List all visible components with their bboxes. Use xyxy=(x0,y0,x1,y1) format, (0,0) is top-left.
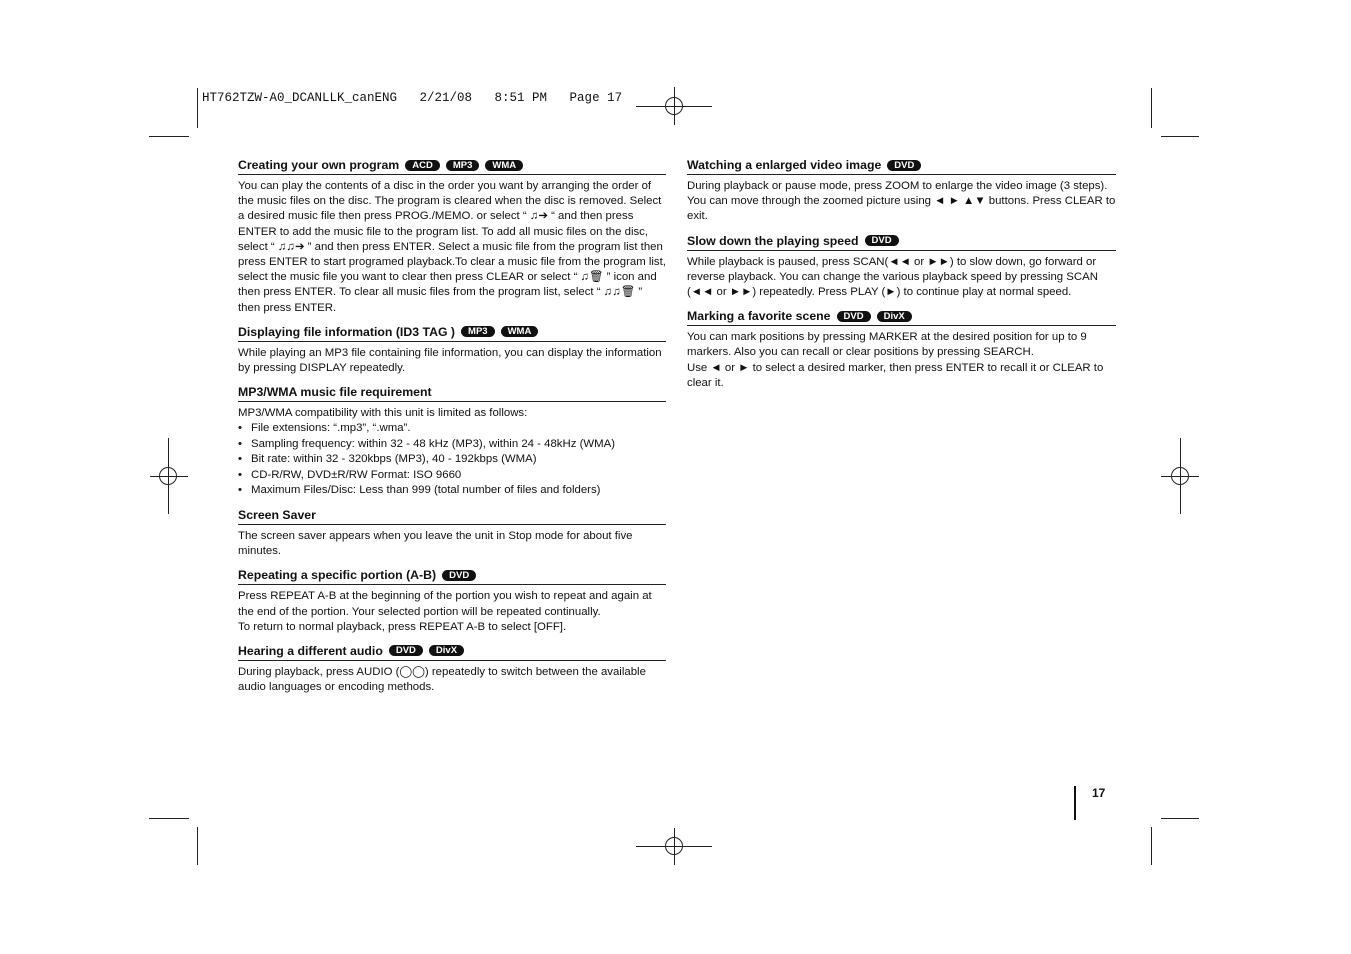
format-badge: DivX xyxy=(877,311,912,322)
section-heading xyxy=(687,158,1116,175)
section-body xyxy=(238,346,666,376)
section-repeat-ab xyxy=(238,568,666,635)
section-file-requirement xyxy=(238,385,666,499)
list-item: • Sampling frequency: within 32 - 48 kHz (MP3), within 24 - 48kHz (WMA) xyxy=(238,437,666,453)
registration-mark-icon xyxy=(1171,467,1189,485)
registration-mark-icon xyxy=(159,467,177,485)
section-file-info xyxy=(238,325,666,376)
crop-mark xyxy=(1161,818,1199,819)
list-item: • File extensions: “.mp3”, “.wma”. xyxy=(238,421,666,437)
registration-mark-icon xyxy=(665,837,683,855)
section-creating-program xyxy=(238,158,666,316)
section-heading xyxy=(687,309,1116,326)
section-heading xyxy=(238,385,666,402)
list-item: • Bit rate: within 32 - 320kbps (MP3), 40 - 192kbps (WMA) xyxy=(238,452,666,468)
page-number: 17 xyxy=(1092,786,1106,800)
paragraph: While playback is paused, press SCAN(◄◄ or ►►) to slow down, go forward or reverse playback. You can change the various playback speed by pressing SCAN (◄◄ or ►►) repeatedly. Press PLAY (►) to continue play at normal speed. xyxy=(687,255,1098,299)
section-body xyxy=(238,529,666,559)
section-heading xyxy=(238,568,666,585)
paragraph: You can play the contents of a disc in the order you want by arranging the order of the music files on the disc. The program is cleared when the disc is removed. Select a desired music file then press PROG./MEMO. or select “ ♫➔ “ and then press ENTER to add the music file to the program list. To add all music files on the disc, select “ ♫♫➔ ” and then press ENTER. Select a music file from the program list then press ENTER to start programed playback.To clear a music file from the program list, select the music file you want to clear then press CLEAR or select “ ♫🗑 ” icon and then press ENTER. To clear all music files from the program list, select “ ♫♫🗑 ” then press ENTER. xyxy=(238,180,666,314)
section-screen-saver xyxy=(238,508,666,559)
section-title: Hearing a different audio xyxy=(238,643,383,658)
crop-mark xyxy=(197,827,198,865)
section-title: Displaying file information (ID3 TAG ) xyxy=(238,324,456,339)
section-title: Marking a favorite scene xyxy=(687,309,831,324)
section-heading xyxy=(687,234,1116,251)
section-body xyxy=(687,255,1116,301)
section-title: MP3/WMA music file requirement xyxy=(238,385,432,400)
left-column xyxy=(238,158,666,704)
format-badge: DVD xyxy=(837,311,871,322)
format-badge: DivX xyxy=(429,645,464,656)
format-badge: DVD xyxy=(887,160,921,171)
paragraph: Use ◄ or ► to select a desired marker, then press ENTER to recall it or CLEAR to clear it. xyxy=(687,361,1104,389)
format-badge: WMA xyxy=(485,160,523,171)
section-different-audio xyxy=(238,644,666,695)
paragraph: Press REPEAT A-B at the beginning of the portion you wish to repeat and again at the end of the portion. Your selected portion will be repeated continually. xyxy=(238,590,652,618)
paragraph: During playback or pause mode, press ZOOM to enlarge the video image (3 steps). You can move through the zoomed picture using ◄ ► ▲▼ buttons. Press CLEAR to exit. xyxy=(687,180,1116,223)
format-badge: ACD xyxy=(405,160,440,171)
format-badge: DVD xyxy=(442,570,476,581)
section-slow-down xyxy=(687,234,1116,301)
section-heading xyxy=(238,508,666,525)
format-badge: MP3 xyxy=(446,160,480,171)
format-badge: MP3 xyxy=(461,326,495,337)
section-title: Repeating a specific portion (A-B) xyxy=(238,568,437,583)
paragraph: You can mark positions by pressing MARKER at the desired position for up to 9 markers. Also you can recall or clear positions by pressing SEARCH. xyxy=(687,331,1087,359)
page-number-divider xyxy=(1074,786,1076,820)
section-body xyxy=(238,406,666,499)
section-title: Creating your own program xyxy=(238,158,400,172)
format-badge: WMA xyxy=(501,326,539,337)
section-zoom xyxy=(687,158,1116,225)
section-body xyxy=(687,179,1116,225)
section-body xyxy=(238,665,666,695)
section-heading xyxy=(238,644,666,661)
format-badge: DVD xyxy=(865,235,899,246)
section-body xyxy=(687,330,1116,391)
paragraph: While playing an MP3 file containing file information, you can display the information by pressing DISPLAY repeatedly. xyxy=(238,346,662,375)
crop-mark xyxy=(149,818,189,819)
format-badge: DVD xyxy=(389,645,423,656)
section-marker xyxy=(687,309,1116,391)
paragraph: The screen saver appears when you leave the unit in Stop mode for about five minutes. xyxy=(238,529,633,558)
crop-mark xyxy=(149,136,189,137)
requirement-list xyxy=(238,421,666,499)
section-title: Watching a enlarged video image xyxy=(687,158,882,172)
crop-mark xyxy=(1151,88,1152,128)
paragraph: MP3/WMA compatibility with this unit is limited as follows: xyxy=(238,407,528,420)
list-item: • Maximum Files/Disc: Less than 999 (total number of files and folders) xyxy=(238,483,666,499)
section-title: Slow down the playing speed xyxy=(687,233,859,248)
right-column xyxy=(687,158,1116,400)
section-body xyxy=(238,179,666,316)
paragraph: To return to normal playback, press REPEAT A-B to select [OFF]. xyxy=(238,620,567,633)
section-heading xyxy=(238,325,666,342)
list-item: • CD-R/RW, DVD±R/RW Format: ISO 9660 xyxy=(238,468,666,484)
crop-mark xyxy=(1161,136,1199,137)
section-heading xyxy=(238,158,666,175)
print-slug: HT762TZW-A0_DCANLLK_canENG 2/21/08 8:51 PM Page 17 xyxy=(202,91,623,105)
crop-mark xyxy=(1151,827,1152,865)
registration-mark-icon xyxy=(665,97,683,115)
paragraph: During playback, press AUDIO (◯◯) repeatedly to switch between the available audio languages or encoding methods. xyxy=(238,665,646,694)
section-body xyxy=(238,589,666,635)
section-title: Screen Saver xyxy=(238,507,316,522)
crop-mark xyxy=(197,88,198,128)
